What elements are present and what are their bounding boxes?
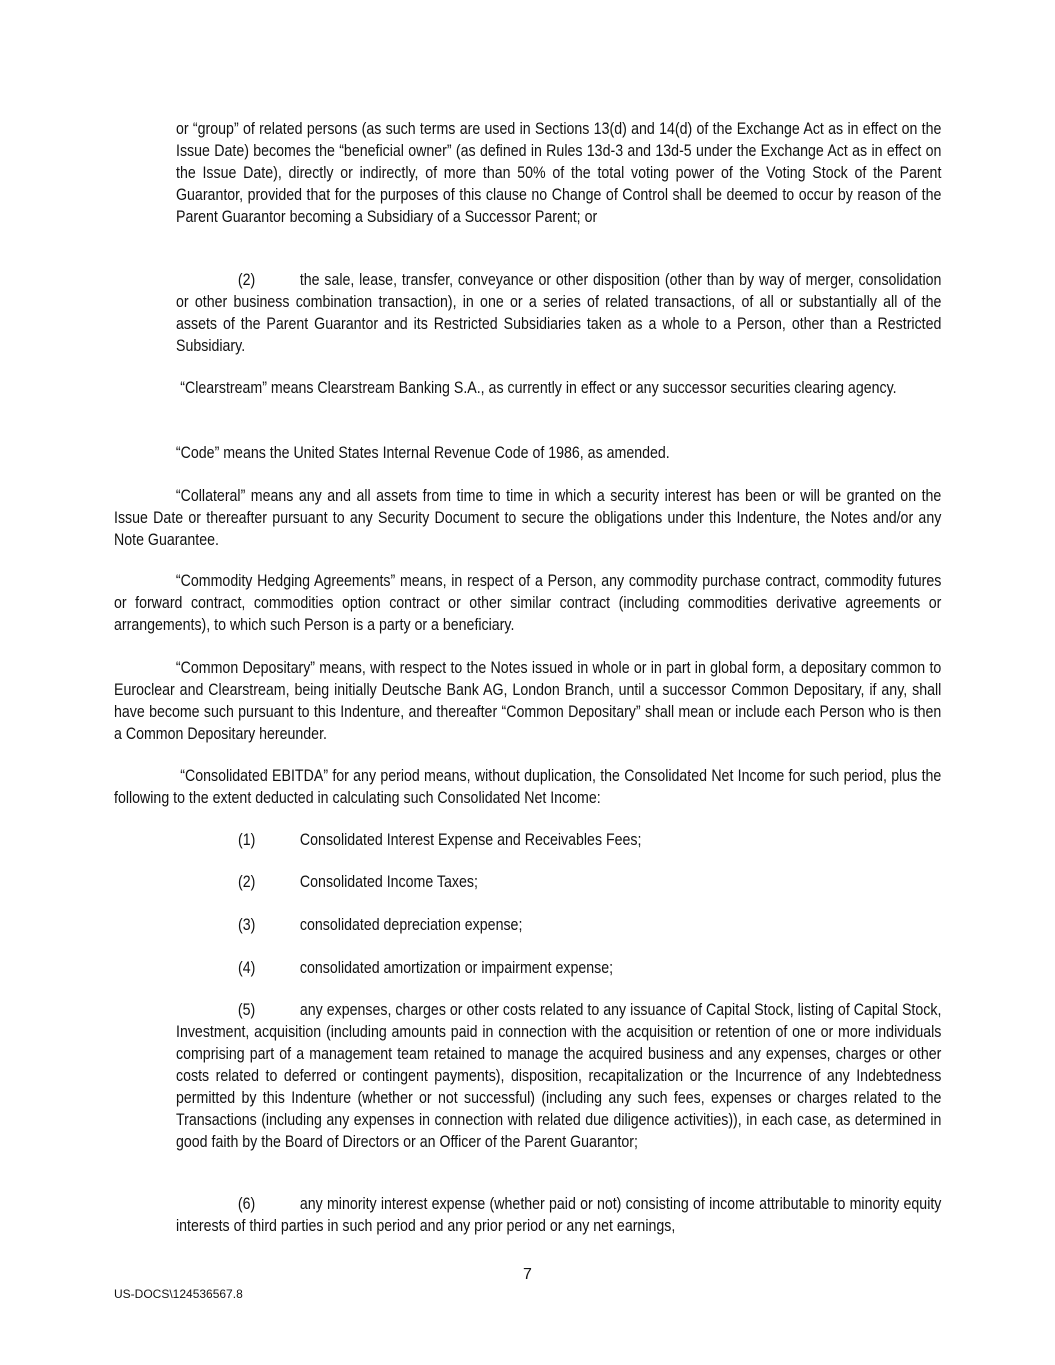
list-item [176, 999, 941, 1153]
document-id-footer: US-DOCS\124536567.8 [114, 1287, 243, 1301]
list-item [238, 914, 522, 936]
list-item [238, 957, 613, 979]
item-text: any expenses, charges or other costs related to any issuance of Capital Stock, listing of Capital Stock, Investment, acquisition (including amounts paid in connection with the acquisition or retention of one or more individuals comprising part of a management team retained to manage the acquired business and any expenses, charges or other costs related to deferred or contingent payments), disposition, recapitalization or the Incurrence of any Indebtedness permitted by this Indenture (whether or not successful) (including any such fees, expenses or charges related to the Transactions (including any expenses in connection with related due diligence activities)), in each case, as determined in good faith by the Board of Directors or an Officer of the Parent Guarantor; [176, 1001, 942, 1151]
page-number: 7 [523, 1266, 532, 1283]
item-label: (6) [237, 1195, 256, 1213]
definition-text: “Clearstream” means Clearstream Banking S.A., as currently in effect or any successor securities clearing agency. [180, 379, 897, 397]
item-text: any minority interest expense (whether paid or not) consisting of income attributable to minority equity interests of third parties in such period and any prior period or any net earnings, [176, 1195, 942, 1235]
definition-clearstream [114, 377, 941, 399]
definition-collateral [114, 485, 941, 551]
item-label: (2) [237, 271, 256, 289]
list-item [238, 871, 478, 893]
item-text: the sale, lease, transfer, conveyance or other disposition (other than by way of merger, consolidation or other business combination transaction), in one or a series of related transactions, of all or substantially all of the assets of the Parent Guarantor and its Restricted Subsidiaries taken as a whole to a Person, other than a Restricted Subsidiary. [176, 271, 942, 355]
list-item [238, 829, 641, 851]
item-text: consolidated depreciation expense; [299, 916, 523, 934]
item-text: Consolidated Interest Expense and Receivables Fees; [299, 831, 642, 849]
item-text: Consolidated Income Taxes; [299, 873, 478, 891]
list-item-clause-2 [176, 269, 941, 357]
definition-code [114, 442, 941, 464]
list-item [176, 1193, 941, 1237]
item-label: (4) [238, 959, 256, 977]
definition-text: “Commodity Hedging Agreements” means, in respect of a Person, any commodity purchase contract, commodity futures or forward contract, commodities option contract or other similar contract (including commodities derivative agreements or arrangements), to which such Person is a party or a beneficiary. [114, 572, 942, 634]
definition-text: “Collateral” means any and all assets from time to time in which a security interest has been or will be granted on the Issue Date or thereafter pursuant to any Security Document to secure the obligations under this Indenture, the Notes and/or any Note Guarantee. [114, 487, 942, 549]
definition-text: “Common Depositary” means, with respect to the Notes issued in whole or in part in global form, a depositary common to Euroclear and Clearstream, being initially Deutsche Bank AG, London Branch, until a successor Common Depositary, if any, shall have become such pursuant to this Indenture, and thereafter “Common Depositary” shall mean or include each Person who is then a Common Depositary hereunder. [114, 659, 942, 743]
item-label: (5) [237, 1001, 256, 1019]
item-text: consolidated amortization or impairment expense; [299, 959, 614, 977]
definition-consolidated-ebitda [114, 765, 941, 809]
paragraph-change-of-control-cont [176, 118, 941, 228]
definition-text: “Code” means the United States Internal Revenue Code of 1986, as amended. [175, 444, 670, 462]
item-label: (3) [238, 916, 256, 934]
item-label: (1) [238, 831, 256, 849]
paragraph-text: or “group” of related persons (as such terms are used in Sections 13(d) and 14(d) of the Exchange Act as in effect on the Issue Date) becomes the “beneficial owner” (as defined in Rules 13d-3 and 13d-5 under the Exchange Act as in effect on the Issue Date), directly or indirectly, of more than 50% of the total voting power of the Voting Stock of the Parent Guarantor, provided that for the purposes of this clause no Change of Control shall be deemed to occur by reason of the Parent Guarantor becoming a Subsidiary of a Successor Parent; or [176, 120, 942, 226]
item-label: (2) [238, 873, 256, 891]
definition-common-depositary [114, 657, 941, 745]
definition-text: “Consolidated EBITDA” for any period means, without duplication, the Consolidated Net Income for such period, plus the following to the extent deducted in calculating such Consolidated Net Income: [114, 767, 942, 807]
definition-commodity-hedging [114, 570, 941, 636]
